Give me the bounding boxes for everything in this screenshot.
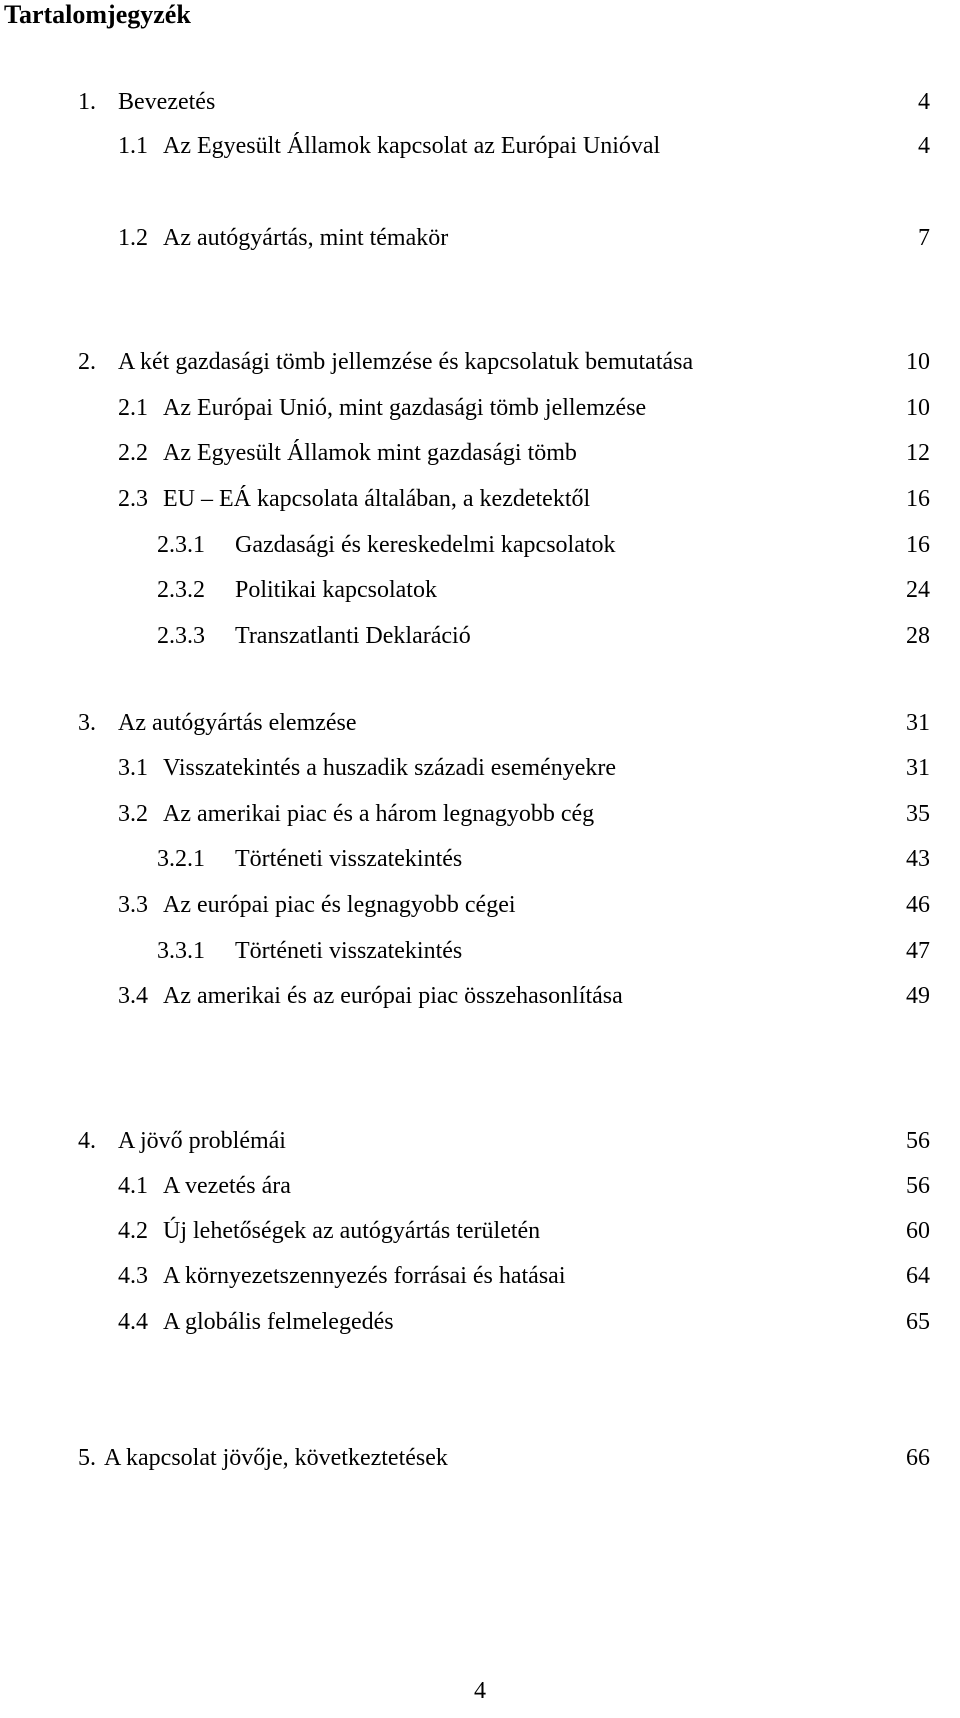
toc-entry-number: 3.2 (118, 801, 148, 827)
toc-entry-number: 1.2 (118, 225, 148, 251)
toc-entry-title: Visszatekintés a huszadik századi eseményekre (163, 755, 617, 781)
toc-entry-title: A kapcsolat jövője, következtetések (104, 1445, 448, 1471)
toc-entry-title: Gazdasági és kereskedelmi kapcsolatok (235, 532, 616, 558)
page-number: 4 (474, 1678, 486, 1704)
toc-entry (0, 889, 960, 921)
toc-entry-title: Az Egyesült Államok mint gazdasági tömb (163, 440, 577, 466)
toc-entry-number: 3.2.1 (157, 846, 205, 872)
toc-entry-title: Az amerikai és az európai piac összehasonlítása (163, 983, 623, 1009)
toc-entry (0, 437, 960, 469)
toc-entry (0, 1260, 960, 1292)
toc-entry-number: 3.4 (118, 983, 148, 1009)
toc-entry-number: 2.2 (118, 440, 148, 466)
toc-entry-page: 64 (906, 1263, 930, 1289)
toc-entry-number: 4.2 (118, 1218, 148, 1244)
toc-entry-title: Az amerikai piac és a három legnagyobb cég (163, 801, 595, 827)
page-title: Tartalomjegyzék (4, 0, 191, 29)
toc-entry-title: Bevezetés (118, 89, 216, 115)
toc-entry-title: Az Európai Unió, mint gazdasági tömb jellemzése (163, 395, 647, 421)
toc-entry-number: 3.1 (118, 755, 148, 781)
toc-entry-page: 31 (906, 755, 930, 781)
toc-entry-number: 2.1 (118, 395, 148, 421)
toc-entry-number: 2. (78, 349, 96, 375)
toc-entry-page: 56 (906, 1173, 930, 1199)
toc-entry-title: Transzatlanti Deklaráció (235, 623, 471, 649)
toc-entry-page: 4 (918, 89, 930, 115)
toc-entry-page: 16 (906, 532, 930, 558)
toc-entry-page: 35 (906, 801, 930, 827)
toc-entry (0, 130, 960, 162)
toc-entry (0, 574, 960, 606)
toc-entry-number: 2.3.2 (157, 577, 205, 603)
toc-entry-number: 4. (78, 1128, 96, 1154)
toc-entry-title: Történeti visszatekintés (235, 938, 463, 964)
toc-entry-page: 65 (906, 1309, 930, 1335)
toc-entry-number: 4.3 (118, 1263, 148, 1289)
toc-entry-number: 1. (78, 89, 96, 115)
toc-entry-page: 43 (906, 846, 930, 872)
toc-entry-page: 28 (906, 623, 930, 649)
toc-entry-page: 10 (906, 349, 930, 375)
toc-entry-page: 56 (906, 1128, 930, 1154)
toc-entry-page: 31 (906, 710, 930, 736)
toc-entry (0, 980, 960, 1012)
toc-entry-page: 10 (906, 395, 930, 421)
toc-entry-number: 4.1 (118, 1173, 148, 1199)
toc-entry-number: 3.3.1 (157, 938, 205, 964)
toc-entry (0, 392, 960, 424)
toc-entry-number: 2.3.1 (157, 532, 205, 558)
toc-entry-title: A két gazdasági tömb jellemzése és kapcsolatuk bemutatása (118, 349, 694, 375)
toc-entry (0, 1442, 960, 1474)
toc-entry-page: 12 (906, 440, 930, 466)
toc-entry-page: 4 (918, 133, 930, 159)
toc-entry (0, 222, 960, 254)
toc-entry (0, 346, 960, 378)
toc-entry-page: 47 (906, 938, 930, 964)
toc-entry (0, 1215, 960, 1247)
toc-entry (0, 707, 960, 739)
toc-entry-number: 4.4 (118, 1309, 148, 1335)
toc-entry-number: 1.1 (118, 133, 148, 159)
toc-entry (0, 798, 960, 830)
toc-entry (0, 843, 960, 875)
toc-entry-page: 49 (906, 983, 930, 1009)
toc-entry (0, 620, 960, 652)
toc-entry-title: A környezetszennyezés forrásai és hatásai (163, 1263, 566, 1289)
toc-entry-title: Politikai kapcsolatok (235, 577, 437, 603)
toc-entry-title: EU – EÁ kapcsolata általában, a kezdetektől (163, 486, 591, 512)
toc-entry-number: 5. (78, 1445, 96, 1471)
toc-entry (0, 483, 960, 515)
toc-entry-number: 3.3 (118, 892, 148, 918)
toc-entry-title: Történeti visszatekintés (235, 846, 463, 872)
toc-entry-title: Új lehetőségek az autógyártás területén (163, 1218, 541, 1244)
toc-entry-number: 2.3 (118, 486, 148, 512)
toc-entry (0, 86, 960, 118)
toc-entry-number: 2.3.3 (157, 623, 205, 649)
toc-entry-page: 60 (906, 1218, 930, 1244)
toc-entry (0, 1306, 960, 1338)
toc-entry-title: Az autógyártás, mint témakör (163, 225, 449, 251)
toc-entry-title: A jövő problémái (118, 1128, 286, 1154)
toc-entry-title: Az autógyártás elemzése (118, 710, 357, 736)
toc-entry-page: 46 (906, 892, 930, 918)
toc-entry-title: Az európai piac és legnagyobb cégei (163, 892, 516, 918)
toc-entry (0, 1125, 960, 1157)
toc-entry (0, 935, 960, 967)
toc-entry-page: 16 (906, 486, 930, 512)
toc-entry-page: 7 (918, 225, 930, 251)
toc-entry-page: 66 (906, 1445, 930, 1471)
toc-entry-title: A vezetés ára (163, 1173, 291, 1199)
toc-entry (0, 752, 960, 784)
toc-entry-number: 3. (78, 710, 96, 736)
toc-entry-title: A globális felmelegedés (163, 1309, 394, 1335)
toc-entry-title: Az Egyesült Államok kapcsolat az Európai Unióval (163, 133, 661, 159)
toc-entry (0, 1170, 960, 1202)
toc-entry-page: 24 (906, 577, 930, 603)
toc-entry (0, 529, 960, 561)
